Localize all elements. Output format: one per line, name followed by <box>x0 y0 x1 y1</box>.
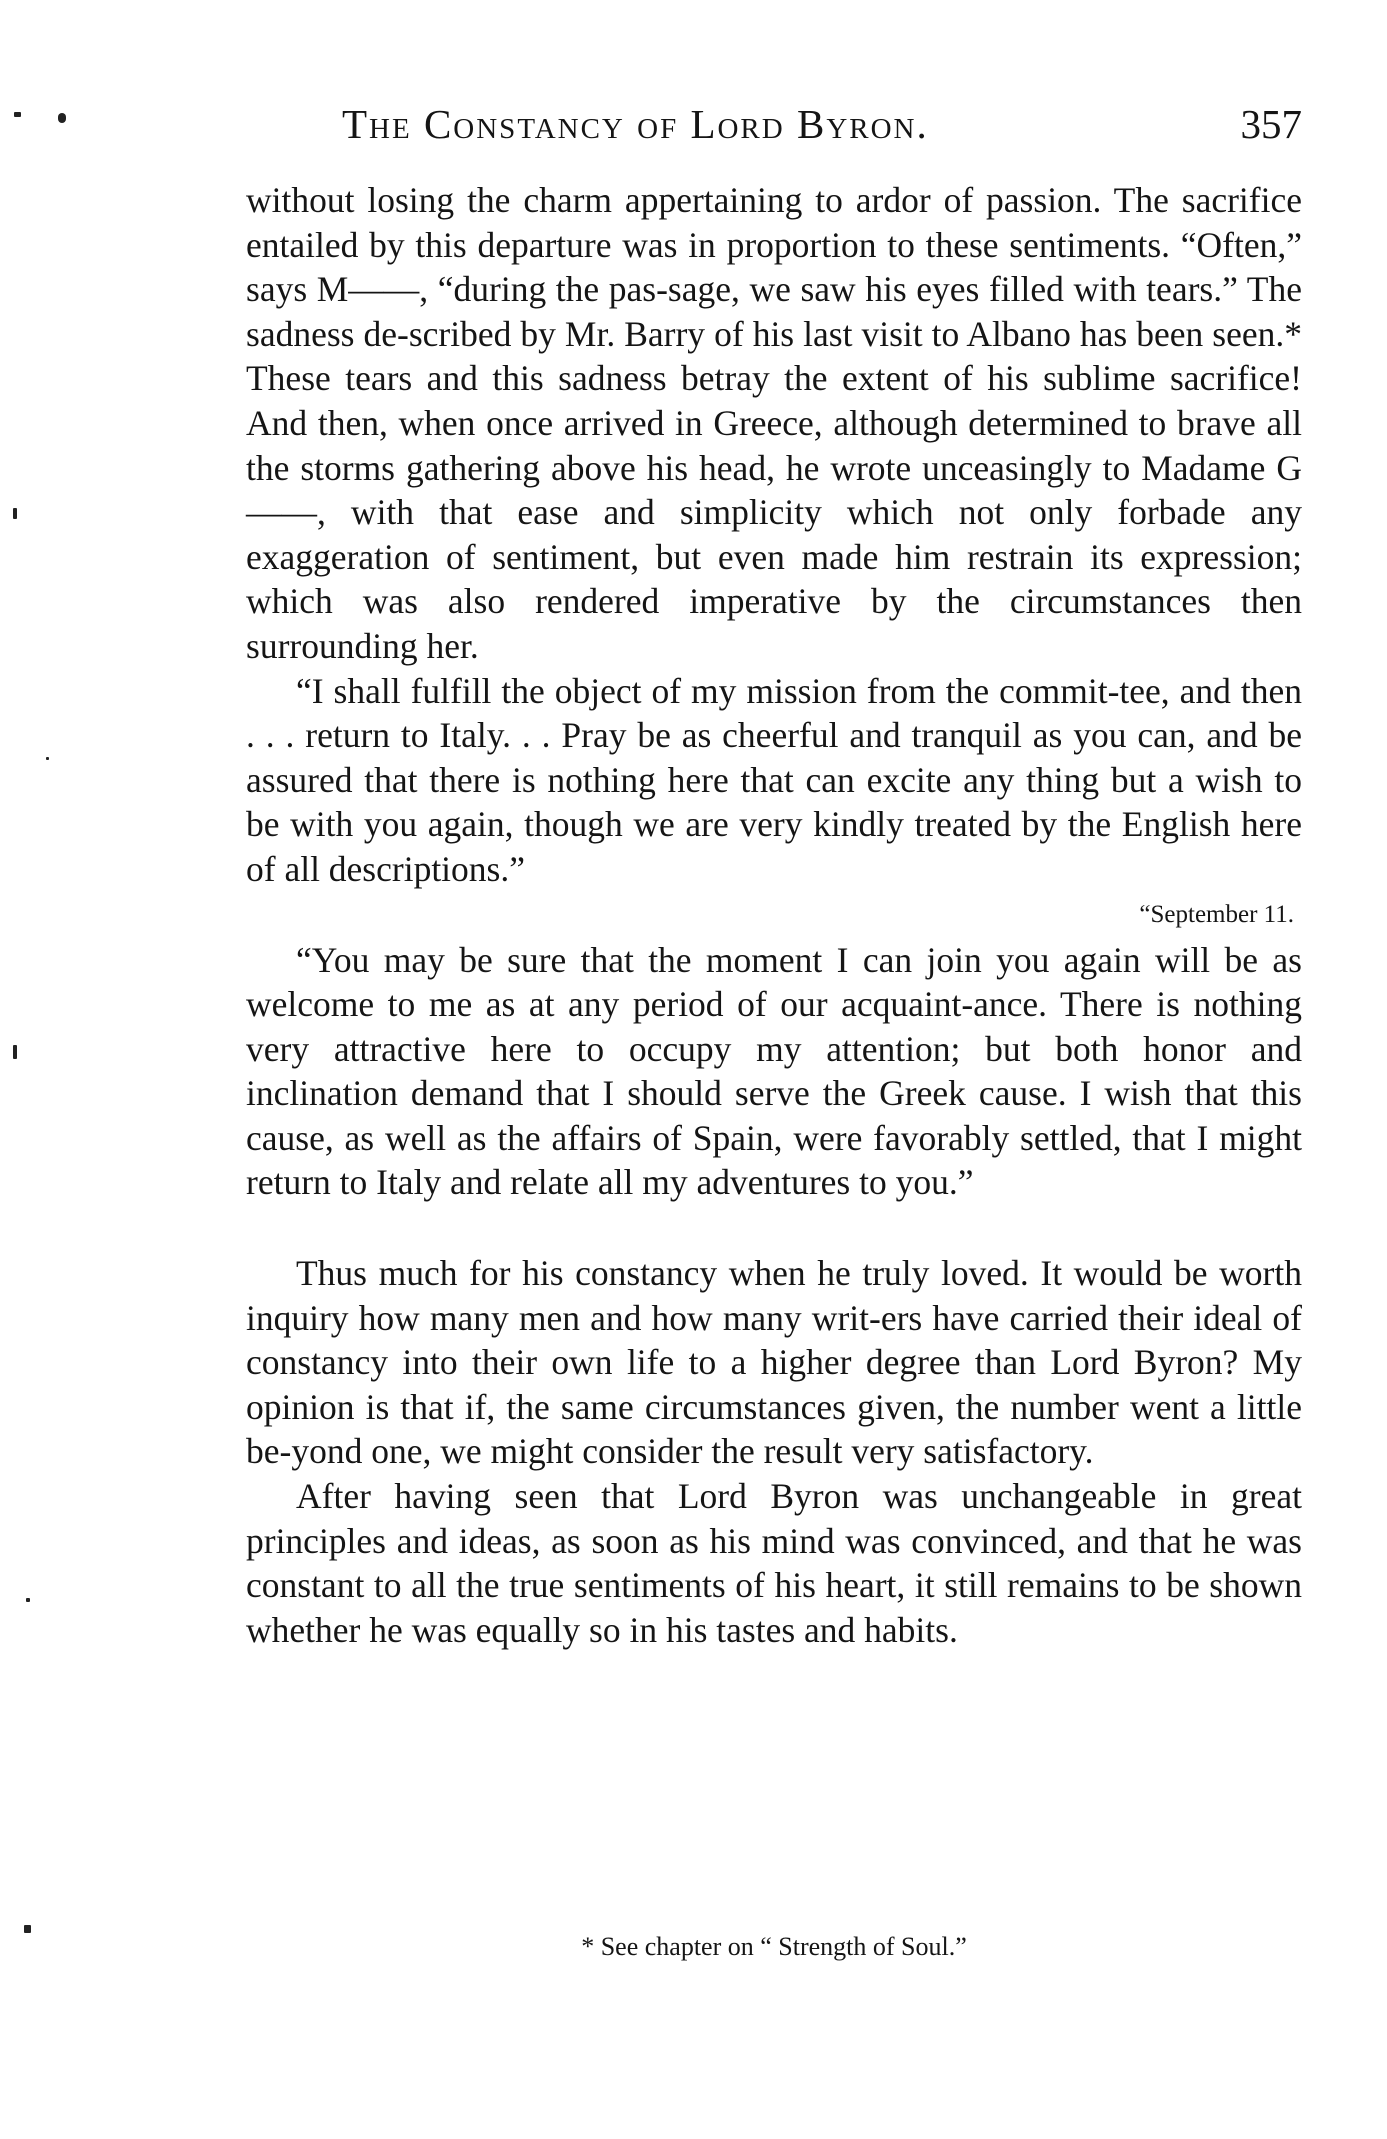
letter-quote-paragraph: “You may be sure that the moment I can join you again will be as welcome to me as at any period of our acquaint-ance. There is nothing very attractive here to occupy my attention; but both honor and inclination demand that I should serve the Greek cause. I wish that this cause, as well as the affairs of Spain, were favorably settled, that I might return to Italy and relate all my adventures to you.” <box>246 939 1302 1203</box>
paragraph: Thus much for his constancy when he truly loved. It would be worth inquiry how many men and how many writ-ers have carried their ideal of constancy into their own life to a higher degree than Lord Byron? My opinion is that if, the same circumstances given, the number went a little be-yond one, we might consider the result very satisfactory. <box>246 1253 1302 1472</box>
paragraph-continuation: without losing the charm appertaining to ardor of passion. The sacrifice entailed by this departure was in proportion to these sentiments. “Often,” says M——, “during the pas-sage, we saw his eyes filled with tears.” The sadness de-scribed by Mr. Barry of his last visit to Albano has been seen.* These tears and this sadness betray the extent of his sublime sacrifice! And then, when once arrived in Greece, although determined to brave all the storms gathering above his head, he wrote unceasingly to Madame G——, with that ease and simplicity which not only forbade any exaggeration of sentiment, but even made him restrain its expression; which was also rendered imperative by the circumstances then surrounding her. <box>246 180 1302 666</box>
margin-speck <box>46 757 49 760</box>
section-gap <box>246 1205 1302 1251</box>
margin-speck <box>24 1925 31 1933</box>
letter-quote-paragraph: “I shall fulfill the object of my mission from the commit-tee, and then . . . return to Italy. . . Pray be as cheerful and tranquil as you can, and be assured that there is nothing here that can excite any thing but a wish to be with you again, though we are very kindly treated by the English here of all descriptions.” <box>246 670 1302 889</box>
margin-speck <box>58 113 66 123</box>
margin-speck <box>13 508 17 519</box>
margin-speck <box>26 1598 30 1602</box>
running-title: The Constancy of Lord Byron. <box>342 101 929 147</box>
paragraph: After having seen that Lord Byron was unchangeable in great principles and ideas, as soon as his mind was convinced, and that he was constant to all the true sentiments of his heart, it still remains to be shown whether he was equally so in his tastes and habits. <box>246 1476 1302 1650</box>
letter-dateline: “September 11. <box>1139 900 1294 928</box>
page-body <box>246 178 1302 1652</box>
page-number: 357 <box>1240 101 1302 147</box>
footnote: * See chapter on “ Strength of Soul.” <box>581 1932 967 1961</box>
margin-speck <box>14 112 21 117</box>
page-header <box>246 100 1302 150</box>
margin-speck <box>13 1045 17 1059</box>
